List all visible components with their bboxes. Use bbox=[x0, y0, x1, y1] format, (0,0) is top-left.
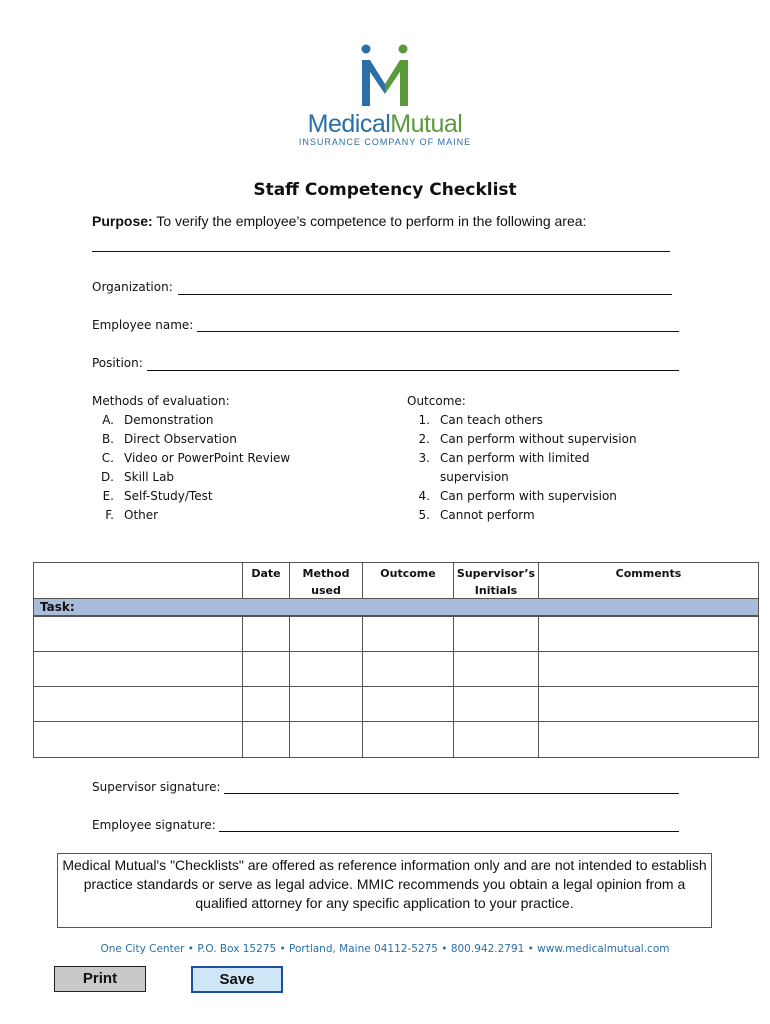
supervisor-signature-field[interactable] bbox=[224, 793, 679, 794]
initials-cell[interactable] bbox=[453, 686, 539, 722]
task-cell[interactable] bbox=[33, 686, 243, 722]
initials-cell[interactable] bbox=[453, 651, 539, 687]
list-item: 4. Can perform with supervision bbox=[418, 489, 617, 503]
task-table bbox=[33, 562, 759, 758]
list-item: 2. Can perform without supervision bbox=[418, 432, 637, 446]
methods-list bbox=[92, 411, 290, 525]
list-item: E. Self-Study/Test bbox=[102, 489, 213, 503]
outcome-heading: Outcome: bbox=[407, 394, 466, 408]
task-cell[interactable] bbox=[33, 616, 243, 652]
disclaimer-box: Medical Mutual's "Checklists" are offered as reference information only and are not intended to establish practice standards or serve as legal advice. MMIC recommends you obtain a legal opinion from a qualified attorney for any specific application to your practice. bbox=[57, 853, 712, 928]
footer-contact: One City Center • P.O. Box 15275 • Portland, Maine 04112-5275 • 800.942.2791 • www.medicalmutual.com bbox=[100, 943, 670, 955]
date-cell[interactable] bbox=[242, 686, 290, 722]
list-item: supervision bbox=[440, 470, 509, 484]
logo-wordmark: MedicalMutual bbox=[307, 110, 463, 138]
position-field[interactable] bbox=[147, 370, 679, 371]
outcome-cell[interactable] bbox=[362, 616, 454, 652]
comments-cell[interactable] bbox=[538, 616, 759, 652]
table-header-blank bbox=[33, 562, 243, 599]
task-cell[interactable] bbox=[33, 721, 243, 758]
outcome-cell[interactable] bbox=[362, 686, 454, 722]
outcome-list bbox=[408, 411, 637, 525]
organization-label: Organization: bbox=[92, 280, 173, 294]
organization-field[interactable] bbox=[178, 294, 672, 295]
list-item: 1. Can teach others bbox=[418, 413, 543, 427]
outcome-cell[interactable] bbox=[362, 651, 454, 687]
position-label: Position: bbox=[92, 356, 143, 370]
list-item: 3. Can perform with limited bbox=[418, 451, 590, 465]
list-item: B. Direct Observation bbox=[101, 432, 237, 446]
task-cell[interactable] bbox=[33, 651, 243, 687]
list-item: F. Other bbox=[105, 508, 159, 522]
task-label-bar: Task: bbox=[33, 598, 759, 616]
date-cell[interactable] bbox=[242, 651, 290, 687]
save-button[interactable]: Save bbox=[191, 966, 283, 993]
logo-subtitle: INSURANCE COMPANY OF MAINE bbox=[298, 137, 472, 147]
comments-cell[interactable] bbox=[538, 686, 759, 722]
print-button[interactable]: Print bbox=[54, 966, 146, 992]
initials-cell[interactable] bbox=[453, 721, 539, 758]
list-item: C. Video or PowerPoint Review bbox=[101, 451, 291, 465]
column-header-method: Method used bbox=[289, 562, 363, 599]
column-header-outcome: Outcome bbox=[362, 562, 454, 599]
employee-name-label: Employee name: bbox=[92, 318, 194, 332]
column-header-date: Date bbox=[242, 562, 290, 599]
method-cell[interactable] bbox=[289, 686, 363, 722]
employee-name-field[interactable] bbox=[197, 331, 679, 332]
column-header-initials: Supervisor’s Initials bbox=[453, 562, 539, 599]
initials-cell[interactable] bbox=[453, 616, 539, 652]
purpose-area-line[interactable] bbox=[92, 251, 670, 252]
employee-signature-field[interactable] bbox=[219, 831, 679, 832]
date-cell[interactable] bbox=[242, 616, 290, 652]
medical-mutual-logo-icon bbox=[355, 42, 415, 108]
comments-cell[interactable] bbox=[538, 721, 759, 758]
method-cell[interactable] bbox=[289, 721, 363, 758]
list-item: A. Demonstration bbox=[102, 413, 214, 427]
method-cell[interactable] bbox=[289, 616, 363, 652]
methods-heading: Methods of evaluation: bbox=[92, 394, 230, 408]
comments-cell[interactable] bbox=[538, 651, 759, 687]
purpose-statement: Purpose: To verify the employee’s competence to perform in the following area: bbox=[92, 213, 587, 229]
supervisor-signature-label: Supervisor signature: bbox=[92, 780, 221, 794]
method-cell[interactable] bbox=[289, 651, 363, 687]
page-title: Staff Competency Checklist bbox=[253, 180, 517, 200]
outcome-cell[interactable] bbox=[362, 721, 454, 758]
employee-signature-label: Employee signature: bbox=[92, 818, 216, 832]
column-header-comments: Comments bbox=[538, 562, 759, 599]
list-item: 5. Cannot perform bbox=[418, 508, 535, 522]
list-item: D. Skill Lab bbox=[100, 470, 175, 484]
date-cell[interactable] bbox=[242, 721, 290, 758]
